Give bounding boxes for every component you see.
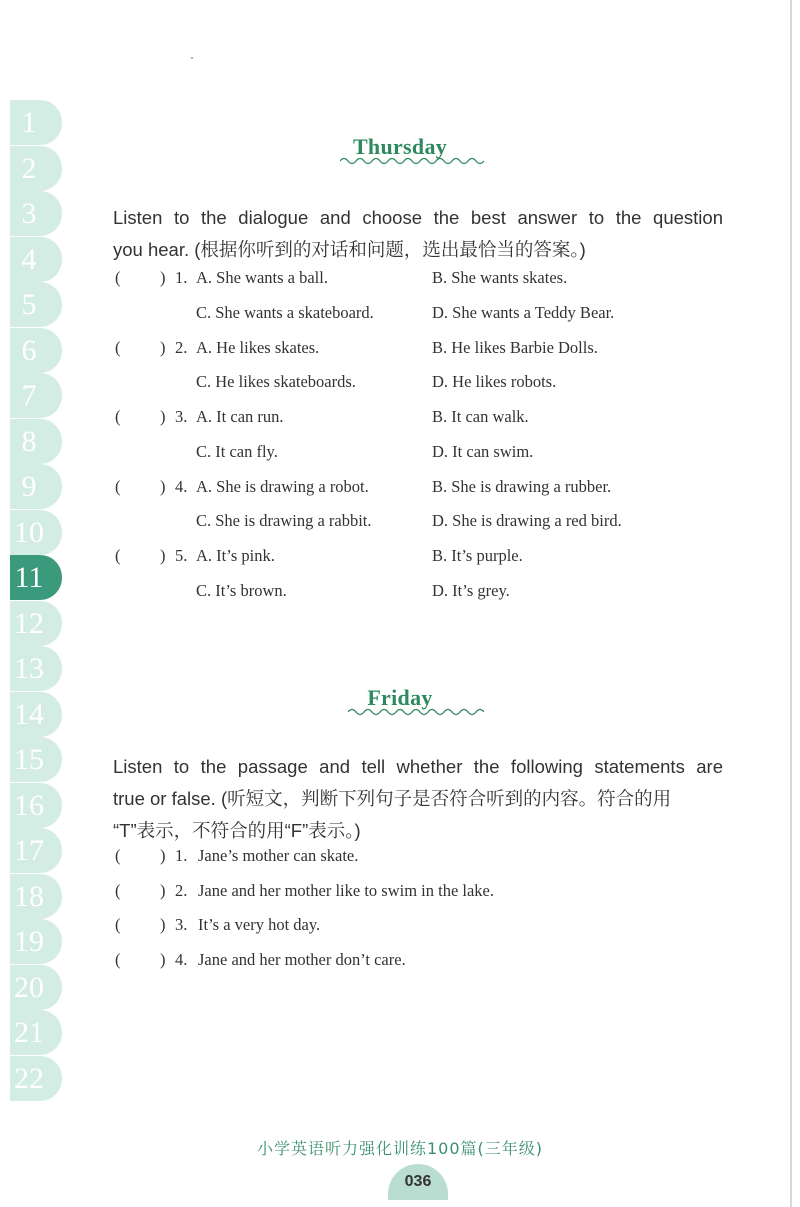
answer-blank-open[interactable]: ( xyxy=(115,546,121,565)
statement-row xyxy=(0,915,800,945)
question-row xyxy=(0,407,800,437)
option-b: B. She wants skates. xyxy=(432,268,568,287)
answer-blank-close: ) xyxy=(160,476,166,496)
answer-blank-close: ) xyxy=(160,915,166,935)
option-d: D. It’s grey. xyxy=(432,580,510,600)
statement-text: It’s a very hot day. xyxy=(198,915,321,935)
wave-underline-icon xyxy=(340,156,486,166)
side-tab-5[interactable]: 5 xyxy=(10,282,62,327)
book-title: 小学英语听力强化训练100篇(三年级) xyxy=(256,1139,544,1158)
wave-underline-icon xyxy=(348,707,484,717)
question-number: 1. xyxy=(175,268,188,287)
question-row-continued xyxy=(0,581,800,611)
answer-blank-open[interactable]: ( xyxy=(115,407,121,426)
option-a: A. It’s pink. xyxy=(196,546,275,565)
question-row xyxy=(0,338,800,368)
side-tab-12[interactable]: 12 xyxy=(10,601,62,646)
side-tab-16[interactable]: 16 xyxy=(10,783,62,828)
side-tab-18[interactable]: 18 xyxy=(10,874,62,919)
answer-blank-close: ) xyxy=(160,880,166,900)
question-number: 5. xyxy=(175,546,188,565)
option-d: D. It can swim. xyxy=(432,441,534,461)
question-row xyxy=(0,546,800,576)
side-tab-2[interactable]: 2 xyxy=(10,146,62,191)
instruction-line: you hear. (根据你听到的对话和问题，选出最恰当的答案。) xyxy=(113,239,586,260)
side-tab-8[interactable]: 8 xyxy=(10,419,62,464)
thursday-instruction xyxy=(113,202,723,266)
page-number-badge xyxy=(388,1164,448,1200)
speck xyxy=(191,57,193,59)
page-number: 036 xyxy=(404,1173,432,1190)
question-number: 4. xyxy=(175,476,188,496)
statement-row xyxy=(0,881,800,911)
option-b: B. It’s purple. xyxy=(432,546,523,565)
side-tab-21[interactable]: 21 xyxy=(10,1010,62,1055)
answer-blank-close: ) xyxy=(160,546,166,565)
option-c: C. It’s brown. xyxy=(196,580,287,600)
side-tab-10[interactable]: 10 xyxy=(10,510,62,555)
option-c: C. He likes skateboards. xyxy=(196,372,356,391)
question-row xyxy=(0,477,800,507)
option-b: B. He likes Barbie Dolls. xyxy=(432,337,598,357)
side-tab-11[interactable]: 11 xyxy=(10,555,62,600)
statement-row xyxy=(0,950,800,980)
answer-blank-open[interactable]: ( xyxy=(115,846,121,865)
statement-number: 1. xyxy=(175,846,188,865)
side-tab-3[interactable]: 3 xyxy=(10,191,62,236)
thursday-title-text: Thursday xyxy=(352,134,448,159)
answer-blank-close: ) xyxy=(160,268,166,287)
option-b: B. It can walk. xyxy=(432,407,529,426)
statement-number: 2. xyxy=(175,880,188,900)
answer-blank-open[interactable]: ( xyxy=(115,476,121,496)
option-a: A. She is drawing a robot. xyxy=(196,476,369,496)
side-tab-6[interactable]: 6 xyxy=(10,328,62,373)
statement-text: Jane and her mother don’t care. xyxy=(198,950,406,970)
answer-blank-open[interactable]: ( xyxy=(115,268,121,287)
side-tab-20[interactable]: 20 xyxy=(10,965,62,1010)
question-number: 3. xyxy=(175,407,188,426)
side-tab-13[interactable]: 13 xyxy=(10,646,62,691)
instruction-line: “T”表示，不符合的用“F”表示。) xyxy=(113,820,361,841)
answer-blank-open[interactable]: ( xyxy=(115,337,121,357)
statement-text: Jane and her mother like to swim in the lake. xyxy=(198,880,495,900)
option-b: B. She is drawing a rubber. xyxy=(432,476,612,496)
side-tab-14[interactable]: 14 xyxy=(10,692,62,737)
side-tab-19[interactable]: 19 xyxy=(10,919,62,964)
instruction-line: Listen to the passage and tell whether the following statements are xyxy=(113,756,723,777)
statement-number: 4. xyxy=(175,950,188,970)
statement-text: Jane’s mother can skate. xyxy=(198,846,359,865)
option-c: C. She wants a skateboard. xyxy=(196,302,374,322)
instruction-line: true or false. (听短文，判断下列句子是否符合听到的内容。符合的用 xyxy=(113,788,672,809)
answer-blank-open[interactable]: ( xyxy=(115,915,121,935)
question-row xyxy=(0,268,800,298)
question-number: 2. xyxy=(175,337,188,357)
answer-blank-close: ) xyxy=(160,407,166,426)
answer-blank-close: ) xyxy=(160,950,166,970)
answer-blank-open[interactable]: ( xyxy=(115,950,121,970)
answer-blank-open[interactable]: ( xyxy=(115,880,121,900)
instruction-line: Listen to the dialogue and choose the best answer to the question xyxy=(113,207,723,228)
side-tab-9[interactable]: 9 xyxy=(10,464,62,509)
question-row-continued xyxy=(0,372,800,402)
side-tab-15[interactable]: 15 xyxy=(10,737,62,782)
option-a: A. He likes skates. xyxy=(196,337,320,357)
side-tab-1[interactable]: 1 xyxy=(10,100,62,145)
option-a: A. She wants a ball. xyxy=(196,268,328,287)
option-c: C. She is drawing a rabbit. xyxy=(196,511,372,530)
answer-blank-close: ) xyxy=(160,846,166,865)
side-tab-4[interactable]: 4 xyxy=(10,237,62,282)
friday-instruction xyxy=(113,751,723,847)
side-tab-7[interactable]: 7 xyxy=(10,373,62,418)
option-d: D. She wants a Teddy Bear. xyxy=(432,302,615,322)
question-row-continued xyxy=(0,511,800,541)
question-row-continued xyxy=(0,303,800,333)
question-row-continued xyxy=(0,442,800,472)
statement-number: 3. xyxy=(175,915,188,935)
option-a: A. It can run. xyxy=(196,407,284,426)
option-d: D. She is drawing a red bird. xyxy=(432,511,622,530)
option-d: D. He likes robots. xyxy=(432,372,557,391)
side-tab-22[interactable]: 22 xyxy=(10,1056,62,1101)
answer-blank-close: ) xyxy=(160,337,166,357)
side-tab-17[interactable]: 17 xyxy=(10,828,62,873)
friday-title-text: Friday xyxy=(367,685,433,710)
option-c: C. It can fly. xyxy=(196,441,278,461)
statement-row xyxy=(0,846,800,876)
